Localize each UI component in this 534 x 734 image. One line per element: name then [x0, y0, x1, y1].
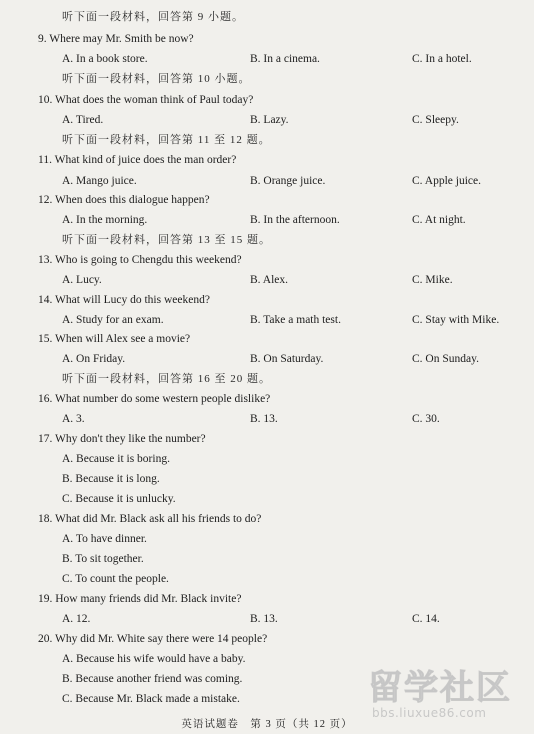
q9-option-a: A. In a book store.: [62, 53, 148, 65]
q12-option-c: C. At night.: [412, 214, 466, 226]
instruction-q9: 听下面一段材料，回答第 9 小题。: [62, 11, 244, 23]
q13-option-c: C. Mike.: [412, 274, 453, 286]
q18-option-a: A. To have dinner.: [62, 533, 147, 545]
q10-option-c: C. Sleepy.: [412, 114, 459, 126]
q19-option-c: C. 14.: [412, 613, 440, 625]
question-10: 10. What does the woman think of Paul today?: [38, 94, 254, 106]
q11-option-a: A. Mango juice.: [62, 175, 137, 187]
instruction-q16-20: 听下面一段材料，回答第 16 至 20 题。: [62, 373, 271, 385]
q12-option-a: A. In the morning.: [62, 214, 148, 226]
watermark-url: bbs.liuxue86.com: [372, 706, 487, 720]
q14-option-a: A. Study for an exam.: [62, 314, 164, 326]
q20-option-a: A. Because his wife would have a baby.: [62, 653, 246, 665]
q10-option-a: A. Tired.: [62, 114, 104, 126]
question-20: 20. Why did Mr. White say there were 14 people?: [38, 633, 268, 645]
instruction-q10: 听下面一段材料，回答第 10 小题。: [62, 73, 251, 85]
q13-option-b: B. Alex.: [250, 274, 289, 286]
q10-option-b: B. Lazy.: [250, 114, 289, 126]
q20-option-b: B. Because another friend was coming.: [62, 673, 243, 685]
instruction-q11-12: 听下面一段材料，回答第 11 至 12 题。: [62, 134, 271, 146]
q15-option-c: C. On Sunday.: [412, 353, 479, 365]
q17-option-c: C. Because it is unlucky.: [62, 493, 176, 505]
q18-option-c: C. To count the people.: [62, 573, 169, 585]
q14-option-b: B. Take a math test.: [250, 314, 341, 326]
watermark-text: 留学社区: [368, 668, 512, 708]
question-16: 16. What number do some western people dislike?: [38, 393, 271, 405]
question-19: 19. How many friends did Mr. Black invite?: [38, 593, 242, 605]
instruction-q13-15: 听下面一段材料，回答第 13 至 15 题。: [62, 234, 271, 246]
question-9: 9. Where may Mr. Smith be now?: [38, 33, 194, 45]
q12-option-b: B. In the afternoon.: [250, 214, 340, 226]
q14-option-c: C. Stay with Mike.: [412, 314, 500, 326]
question-12: 12. When does this dialogue happen?: [38, 194, 210, 206]
q9-option-b: B. In a cinema.: [250, 53, 320, 65]
q13-option-a: A. Lucy.: [62, 274, 102, 286]
q16-option-b: B. 13.: [250, 413, 278, 425]
q17-option-b: B. Because it is long.: [62, 473, 160, 485]
q15-option-a: A. On Friday.: [62, 353, 126, 365]
page-footer: 英语试题卷 第 3 页（共 12 页）: [181, 719, 353, 730]
question-14: 14. What will Lucy do this weekend?: [38, 294, 210, 306]
question-18: 18. What did Mr. Black ask all his friends to do?: [38, 513, 262, 525]
q16-option-c: C. 30.: [412, 413, 440, 425]
q19-option-b: B. 13.: [250, 613, 278, 625]
q16-option-a: A. 3.: [62, 413, 85, 425]
q19-option-a: A. 12.: [62, 613, 91, 625]
q17-option-a: A. Because it is boring.: [62, 453, 170, 465]
q20-option-c: C. Because Mr. Black made a mistake.: [62, 693, 240, 705]
q18-option-b: B. To sit together.: [62, 553, 144, 565]
question-15: 15. When will Alex see a movie?: [38, 333, 191, 345]
question-11: 11. What kind of juice does the man order?: [38, 154, 237, 166]
q9-option-c: C. In a hotel.: [412, 53, 472, 65]
question-13: 13. Who is going to Chengdu this weekend?: [38, 254, 242, 266]
question-17: 17. Why don't they like the number?: [38, 433, 206, 445]
q11-option-b: B. Orange juice.: [250, 175, 326, 187]
q15-option-b: B. On Saturday.: [250, 353, 324, 365]
q11-option-c: C. Apple juice.: [412, 175, 481, 187]
